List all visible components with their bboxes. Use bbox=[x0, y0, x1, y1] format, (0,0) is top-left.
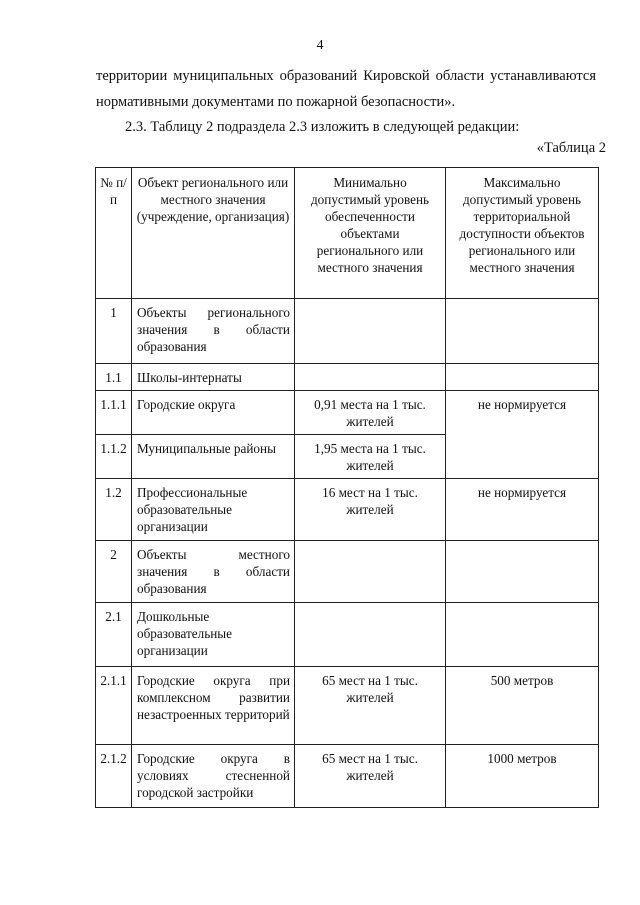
table-row bbox=[96, 667, 599, 745]
row-number: 1.1.1 bbox=[96, 391, 132, 435]
row-number: 1.1.2 bbox=[96, 435, 132, 479]
row-object: Муниципальные районы bbox=[132, 435, 295, 479]
table-row bbox=[96, 541, 599, 603]
row-min: 16 мест на 1 тыс. жителей bbox=[295, 479, 446, 541]
row-max bbox=[446, 541, 599, 603]
header-min-level: Минимально допустимый уровень обеспеченности объектами регионального или местного значения bbox=[295, 168, 446, 299]
row-number: 2.1 bbox=[96, 603, 132, 667]
header-max-level: Максимально допустимый уровень территориальной доступности объектов регионального или местного значения bbox=[446, 168, 599, 299]
table-header-row bbox=[96, 168, 599, 299]
row-object: Дошкольные образовательные организации bbox=[132, 603, 295, 667]
row-min: 0,91 места на 1 тыс. жителей bbox=[295, 391, 446, 435]
table-row bbox=[96, 299, 599, 364]
row-number: 1.1 bbox=[96, 364, 132, 391]
row-max bbox=[446, 603, 599, 667]
row-number: 1 bbox=[96, 299, 132, 364]
row-max bbox=[446, 364, 599, 391]
row-max: 500 метров bbox=[446, 667, 599, 745]
row-min bbox=[295, 299, 446, 364]
row-object: Школы-интернаты bbox=[132, 364, 295, 391]
row-max: не нормируется bbox=[446, 479, 599, 541]
row-max: не нормируется bbox=[446, 391, 599, 479]
table-caption: «Таблица 2 bbox=[536, 140, 606, 156]
table-row bbox=[96, 479, 599, 541]
row-object: Объекты местного значения в области образования bbox=[132, 541, 295, 603]
row-number: 2.1.2 bbox=[96, 745, 132, 808]
header-object: Объект регионального или местного значения (учреждение, организация) bbox=[132, 168, 295, 299]
row-min bbox=[295, 541, 446, 603]
norms-table bbox=[95, 167, 599, 808]
row-min: 65 мест на 1 тыс. жителей bbox=[295, 745, 446, 808]
paragraph-continuation: территории муниципальных образований Кировской области устанавливаются нормативными документами по пожарной безопасности». bbox=[96, 68, 596, 110]
row-min bbox=[295, 603, 446, 667]
row-min: 65 мест на 1 тыс. жителей bbox=[295, 667, 446, 745]
row-max: 1000 метров bbox=[446, 745, 599, 808]
row-min: 1,95 места на 1 тыс. жителей bbox=[295, 435, 446, 479]
row-object: Городские округа bbox=[132, 391, 295, 435]
row-object: Профессиональные образовательные организации bbox=[132, 479, 295, 541]
row-object: Объекты регионального значения в области образования bbox=[132, 299, 295, 364]
row-object: Городские округа в условиях стесненной городской застройки bbox=[132, 745, 295, 808]
table-row bbox=[96, 391, 599, 435]
table-row bbox=[96, 745, 599, 808]
table-row bbox=[96, 603, 599, 667]
row-number: 1.2 bbox=[96, 479, 132, 541]
row-number: 2 bbox=[96, 541, 132, 603]
row-min bbox=[295, 364, 446, 391]
row-object: Городские округа при комплексном развитии незастроенных территорий bbox=[132, 667, 295, 745]
table-row bbox=[96, 364, 599, 391]
page-number: 4 bbox=[316, 38, 324, 53]
row-number: 2.1.1 bbox=[96, 667, 132, 745]
row-max bbox=[446, 299, 599, 364]
paragraph-instruction: 2.3. Таблицу 2 подраздела 2.3 изложить в следующей редакции: bbox=[125, 119, 520, 135]
header-number: № п/п bbox=[96, 168, 132, 299]
